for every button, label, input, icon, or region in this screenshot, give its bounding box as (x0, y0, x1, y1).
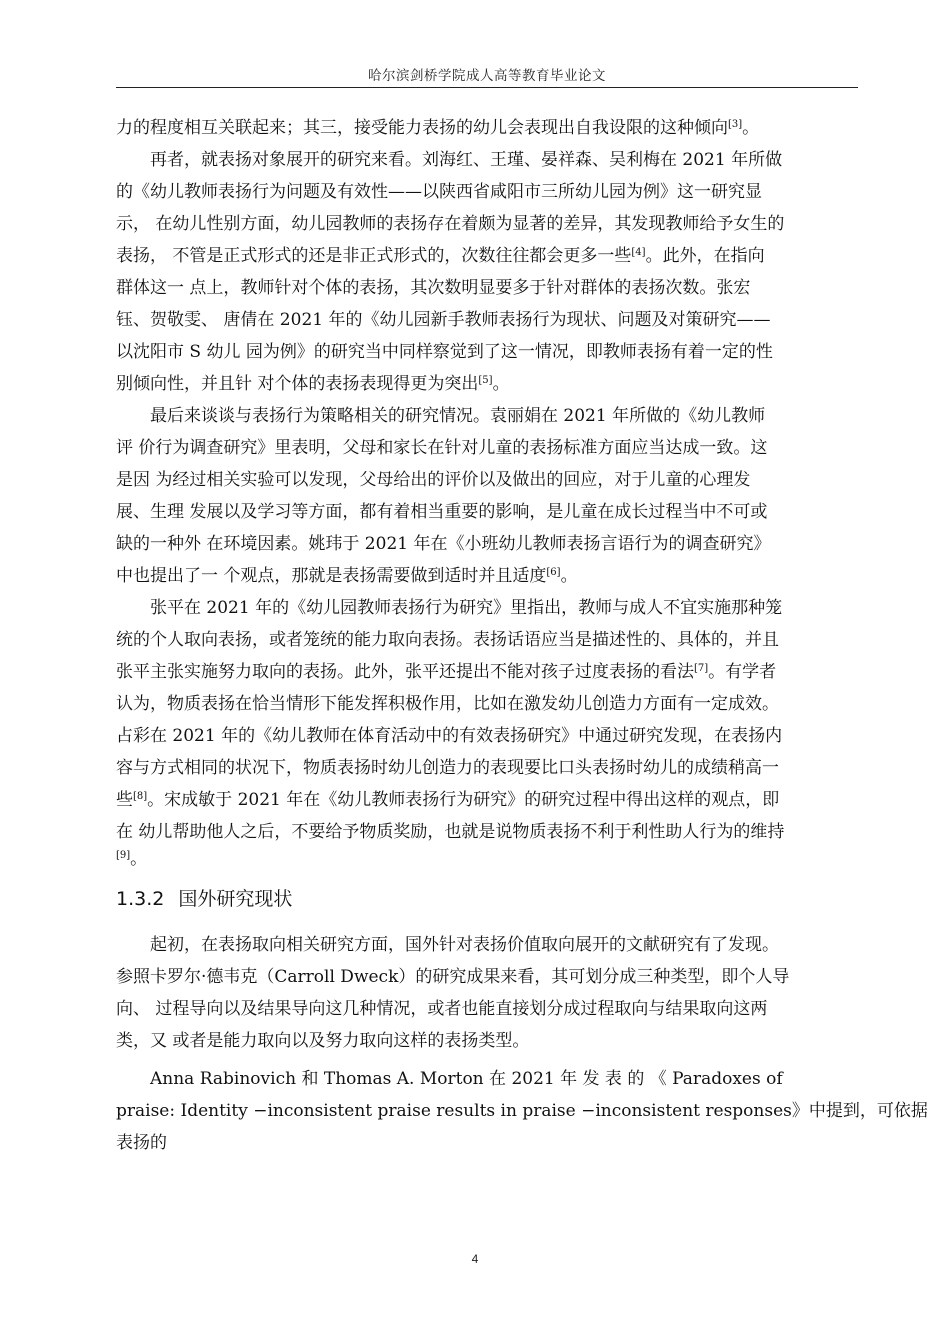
paragraph-zhang-ping: 张平在 2021 年的《幼儿园教师表扬行为研究》里指出，教师与成人不宜实施那种笼 统的个人取向表扬，或者笼统的能力取向表扬。表扬话语应当是描述性的、具体的，并且 张平主张实施努力取向的表扬。此外，张平还提出不能对孩子过度表扬的看法[7]。有学者 认为，物质表扬在恰当情形下能发挥积极作用，比如在激发幼儿创造力方面有一定成效。 占彩在 2021 年的《幼儿教师在体育活动中的有效表扬研究》中通过研究发现，在表扬内 容与方式相同的状况下，物质表扬时幼儿创造力的表现要比口头表扬时幼儿的成绩稍高一 些[8]。宋成敏于 2021 年在《幼儿教师表扬行为研究》的研究过程中得出这样的观点，即 在 幼儿帮助他人之后，不要给予物质奖励，也就是说物质表扬不利于利性助人行为的维持 [9]。 (116, 598, 785, 869)
paragraph-continuation: 力的程度相互关联起来；其三，接受能力表扬的幼儿会表现出自我设限的这种倾向[3]。 (116, 118, 760, 138)
paragraph-rabinovich-morton: Anna Rabinovich 和 Thomas A. Morton 在 2021 年 发 表 的 《 Paradoxes of praise: Identity −inconsistent praise results in praise −inconsistent responses》中提到，可依据 表扬的 (116, 1069, 928, 1153)
citation: [3] (728, 119, 743, 130)
paragraph-foreign-orientation: 起初，在表扬取向相关研究方面，国外针对表扬价值取向展开的文献研究有了发现。 参照卡罗尔·德韦克（Carroll Dweck）的研究成果来看，其可划分成三种类型，即个人导 向、 过程导向以及结果导向这几种情况，或者也能直接划分成过程取向与结果取向这两 类，又 或者是能力取向以及努力取向这样的表扬类型。 (116, 935, 790, 1051)
section-title: 国外研究现状 (178, 888, 293, 910)
citation: [8] (133, 791, 148, 802)
section-number: 1.3.2 (116, 888, 165, 910)
citation: [9] (116, 850, 131, 861)
running-header: 哈尔滨剑桥学院成人高等教育毕业论文 (368, 68, 606, 84)
citation: [6] (546, 567, 561, 578)
paragraph-praise-objects: 再者，就表扬对象展开的研究来看。刘海红、王瑾、晏祥森、吴利梅在 2021 年所做 的《幼儿教师表扬行为问题及有效性——以陕西省咸阳市三所幼儿园为例》这一研究显 示， 在幼儿性别方面，幼儿园教师的表扬存在着颇为显著的差异，其发现教师给予女生的 表扬， 不管是正式形式的还是非正式形式的，次数往往都会更多一些[4]。此外，在指向 群体这一 点上，教师针对个体的表扬，其次数明显要多于针对群体的表扬次数。张宏 钰、贺敬雯、 唐倩在 2021 年的《幼儿园新手教师表扬行为现状、问题及对策研究—— 以沈阳市 S 幼儿 园为例》的研究当中同样察觉到了这一情况，即教师表扬有着一定的性 别倾向性，并且针 对个体的表扬表现得更为突出[5]。 (116, 150, 785, 394)
citation: [7] (694, 663, 709, 674)
citation: [5] (478, 375, 493, 386)
citation: [4] (631, 247, 646, 258)
paragraph-praise-strategy: 最后来谈谈与表扬行为策略相关的研究情况。袁丽娟在 2021 年所做的《幼儿教师 评 价行为调查研究》里表明，父母和家长在针对儿童的表扬标准方面应当达成一致。这 是因 为经过相关实验可以发现，父母给出的评价以及做出的回应，对于儿童的心理发 展、生理 发展以及学习等方面，都有着相当重要的影响，是儿童在成长过程当中不可或 缺的一种外 在环境因素。姚玮于 2021 年在《小班幼儿教师表扬言语行为的调查研究》 中也提出了一 个观点，那就是表扬需要做到适时并且适度[6]。 (116, 406, 771, 586)
document-body (116, 112, 928, 1159)
page-number: 4 (471, 1252, 479, 1266)
section-heading (116, 883, 858, 915)
header-rule (116, 87, 858, 88)
